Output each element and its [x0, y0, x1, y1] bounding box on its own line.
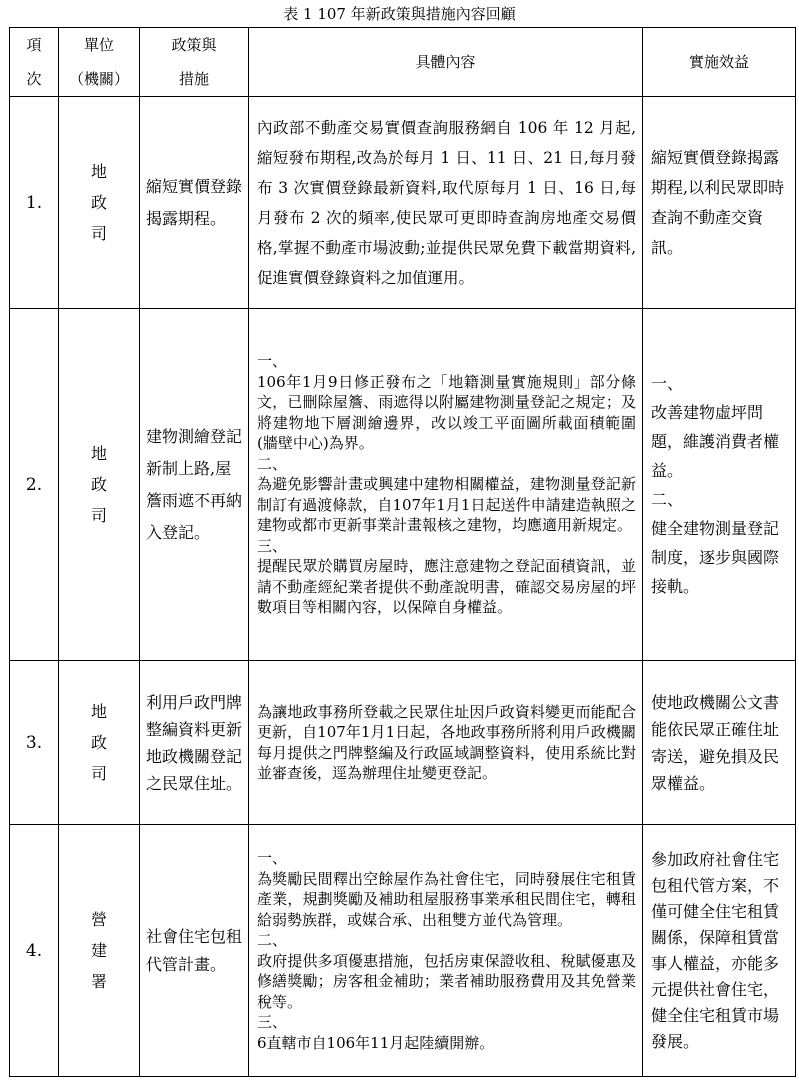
- row-policy: 建物測繪登記新制上路,屋簷雨遮不再納入登記。: [140, 309, 249, 661]
- row-unit: 地 政 司: [59, 97, 140, 309]
- row-benefit: 一、 改善建物虛坪問題，維護消費者權益。 二、 健全建物測量登記制度，逐步與國際接軌。: [643, 309, 796, 661]
- row-policy: 利用戶政門牌整編資料更新地政機關登記之民眾住址。: [140, 661, 249, 825]
- table-row: [10, 825, 796, 1077]
- table-row: [10, 97, 796, 309]
- row-benefit: 參加政府社會住宅包租代管方案，不僅可健全住宅租賃關係，保障租賃當事人權益，亦能多元提供社會住宅，健全住宅租賃市場發展。: [643, 825, 796, 1077]
- row-unit: 營 建 署: [59, 825, 140, 1077]
- header-unit: 單位 （機關）: [59, 28, 140, 97]
- row-content: 為讓地政事務所登載之民眾住址因戶政資料變更而能配合更新，自107年1月1日起，各地政事務所將利用戶政機關每月提供之門牌整編及行政區域調整資料，使用系統比對並審查後，逕為辦理住址變更登記。: [249, 661, 643, 825]
- table-row: [10, 309, 796, 661]
- row-content: 一、 106年1月9日修正發布之「地籍測量實施規則」部分條文，已刪除屋簷、雨遮得以附屬建物測量登記之規定；及將建物地下層測繪邊界，改以竣工平面圖所載面積範圍(牆壁中心)為界。 二、 為避免影響計畫或興建中建物相關權益，建物測量登記新制訂有過渡條款，自107年1月1日起送件申請建造執照之建物或都市更新事業計畫報核之建物，均應適用新規定。 三、 提醒民眾於購買房屋時，應注意建物之登記面積資訊，並請不動產經紀業者提供不動產說明書，確認交易房屋的坪數項目等相關內容，以保障自身權益。: [249, 309, 643, 661]
- table-row: [10, 661, 796, 825]
- row-benefit: 縮短實價登錄揭露期程,以利民眾即時查詢不動產交資訊。: [643, 97, 796, 309]
- row-number: 3.: [10, 661, 59, 825]
- row-unit: 地 政 司: [59, 309, 140, 661]
- table-title: 表 1 107 年新政策與措施內容回顧: [283, 5, 516, 23]
- row-number: 2.: [10, 309, 59, 661]
- row-number: 1.: [10, 97, 59, 309]
- table-header-row: [10, 28, 796, 97]
- row-content: 內政部不動產交易實價查詢服務網自 106 年 12 月起,縮短發布期程,改為於每月 1 日、11 日、21 日,每月發布 3 次實價登錄最新資料,取代原每月 1 日、16 日,每月發布 2 次的頻率,使民眾可更即時查詢房地產交易價格,掌握不動產市場波動;並提供民眾免費下載當期資料,促進實價登錄資料之加值運用。: [249, 97, 643, 309]
- policy-table: [9, 27, 796, 1077]
- row-content: 一、 為獎勵民間釋出空餘屋作為社會住宅，同時發展住宅租賃產業，規劃獎勵及補助租屋服務事業承租民間住宅，轉租給弱勢族群，或媒合承、出租雙方並代為管理。 二、 政府提供多項優惠措施，包括房東保證收租、稅賦優惠及修繕獎勵；房客租金補助；業者補助服務費用及其免營業稅等。 三、 6直轄市自106年11月起陸續開辦。: [249, 825, 643, 1077]
- row-benefit: 使地政機關公文書能依民眾正確住址寄送，避免損及民眾權益。: [643, 661, 796, 825]
- row-policy: 社會住宅包租代管計畫。: [140, 825, 249, 1077]
- row-policy: 縮短實價登錄揭露期程。: [140, 97, 249, 309]
- row-unit: 地 政 司: [59, 661, 140, 825]
- header-benefit: 實施效益: [643, 28, 796, 97]
- header-policy: 政策與 措施: [140, 28, 249, 97]
- row-number: 4.: [10, 825, 59, 1077]
- header-no: 項 次: [10, 28, 59, 97]
- header-content: 具體內容: [249, 28, 643, 97]
